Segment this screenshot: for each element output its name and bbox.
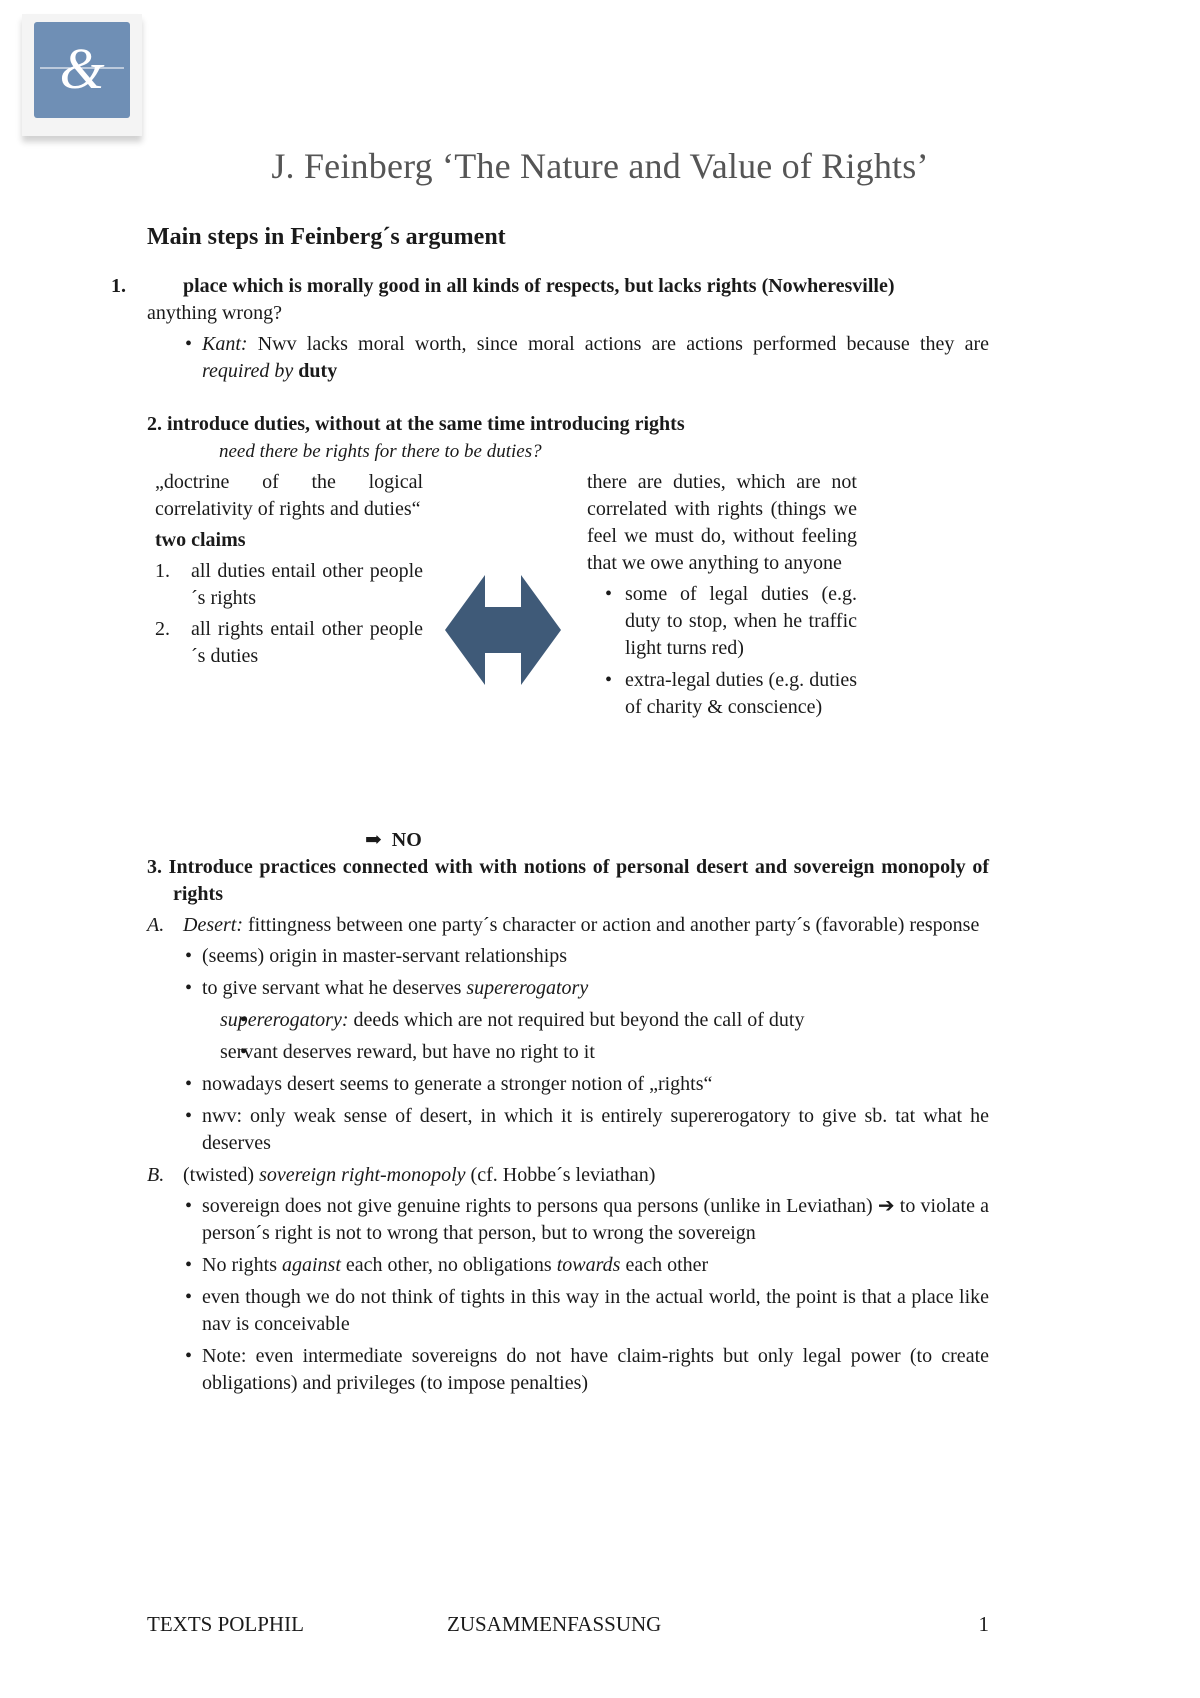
list-item: 2. all rights entail other people´s duties bbox=[155, 618, 423, 667]
step-2-columns bbox=[147, 469, 989, 827]
left-column bbox=[155, 469, 423, 674]
doctrine-text: „doctrine of the logical correlativity of rights and duties“ bbox=[155, 471, 423, 520]
list-item: • to give servant what he deserves supererogatory • supererogatory: deeds which are not required but beyond the call of duty • servant deserves reward, but have no right to it bbox=[147, 975, 989, 1066]
step-2-heading: 2. introduce duties, without at the same time introducing rights bbox=[147, 413, 685, 435]
step-1-heading: 1. place which is morally good in all kinds of respects, but lacks rights (Nowheresville) bbox=[111, 275, 895, 297]
section-b: B. (twisted) sovereign right-monopoly (cf. Hobbe´s leviathan) bbox=[147, 1164, 656, 1186]
list-item: • nwv: only weak sense of desert, in which it is entirely supererogatory to give sb. tat what he deserves bbox=[147, 1103, 989, 1157]
arrow-icon: ➔ bbox=[877, 1195, 895, 1217]
list-item: • servant deserves reward, but have no right to it bbox=[202, 1039, 989, 1066]
list-item: • Note: even intermediate sovereigns do not have claim-rights but only legal power (to create obligations) and privileges (to impose penalties) bbox=[147, 1343, 989, 1397]
logo-frame bbox=[22, 14, 142, 136]
page-number: 1 bbox=[978, 1612, 989, 1636]
list-item: • nowadays desert seems to generate a stronger notion of „rights“ bbox=[147, 1071, 989, 1098]
list-item: • Kant: Nwv lacks moral worth, since moral actions are actions performed because they are required by duty bbox=[147, 331, 989, 385]
list-item: • extra-legal duties (e.g. duties of charity & conscience) bbox=[587, 667, 857, 721]
step-2-conclusion: ➡ NO bbox=[365, 829, 422, 851]
document-body bbox=[111, 224, 989, 1402]
list-item: • No rights against each other, no obligations towards each other bbox=[147, 1252, 989, 1279]
step-3-heading: 3. Introduce practices connected with with notions of personal desert and sovereign monopoly of rights bbox=[147, 856, 989, 905]
section-b-bullets bbox=[147, 1193, 989, 1397]
footer-left: TEXTS POLPHIL bbox=[147, 1612, 304, 1636]
step-1-bullets bbox=[147, 331, 989, 385]
double-arrow-icon bbox=[445, 575, 561, 685]
section-a-bullets bbox=[147, 943, 989, 1157]
duties-bullets bbox=[587, 581, 857, 721]
main-heading: Main steps in Feinberg´s argument bbox=[147, 224, 506, 250]
svg-text:&: & bbox=[59, 36, 105, 101]
ampersand-logo-icon bbox=[34, 22, 130, 118]
list-item: • sovereign does not give genuine rights to persons qua persons (unlike in Leviathan) ➔ to violate a person´s right is not to wrong that person, but to wrong the sovereign bbox=[147, 1193, 989, 1247]
document-title: J. Feinberg ‘The Nature and Value of Rights’ bbox=[271, 146, 929, 186]
uncorrelated-duties-text: there are duties, which are not correlated with rights (things we feel we must do, without feeling that we owe anything to anyone bbox=[587, 471, 857, 574]
right-arrow-icon: ➡ bbox=[365, 829, 382, 851]
right-column bbox=[587, 469, 857, 726]
supererogatory-subbullets bbox=[202, 1007, 989, 1066]
list-item: • some of legal duties (e.g. duty to stop, when he traffic light turns red) bbox=[587, 581, 857, 662]
claims-list bbox=[155, 558, 423, 670]
list-item: • (seems) origin in master-servant relationships bbox=[147, 943, 989, 970]
list-item: • supererogatory: deeds which are not required but beyond the call of duty bbox=[202, 1007, 989, 1034]
step-2-subquestion: need there be rights for there to be duties? bbox=[219, 441, 542, 462]
step-1-question: anything wrong? bbox=[147, 302, 282, 324]
philosophy-economics-logo bbox=[34, 22, 130, 118]
section-a: A. Desert: fittingness between one party´s character or action and another party´s (favorable) response bbox=[147, 914, 980, 936]
list-item: • even though we do not think of tights in this way in the actual world, the point is that a place like nav is conceivable bbox=[147, 1284, 989, 1338]
two-claims-title: two claims bbox=[155, 529, 246, 551]
list-item: 1. all duties entail other people´s rights bbox=[155, 560, 423, 609]
footer-center: ZUSAMMENFASSUNG bbox=[447, 1612, 662, 1636]
